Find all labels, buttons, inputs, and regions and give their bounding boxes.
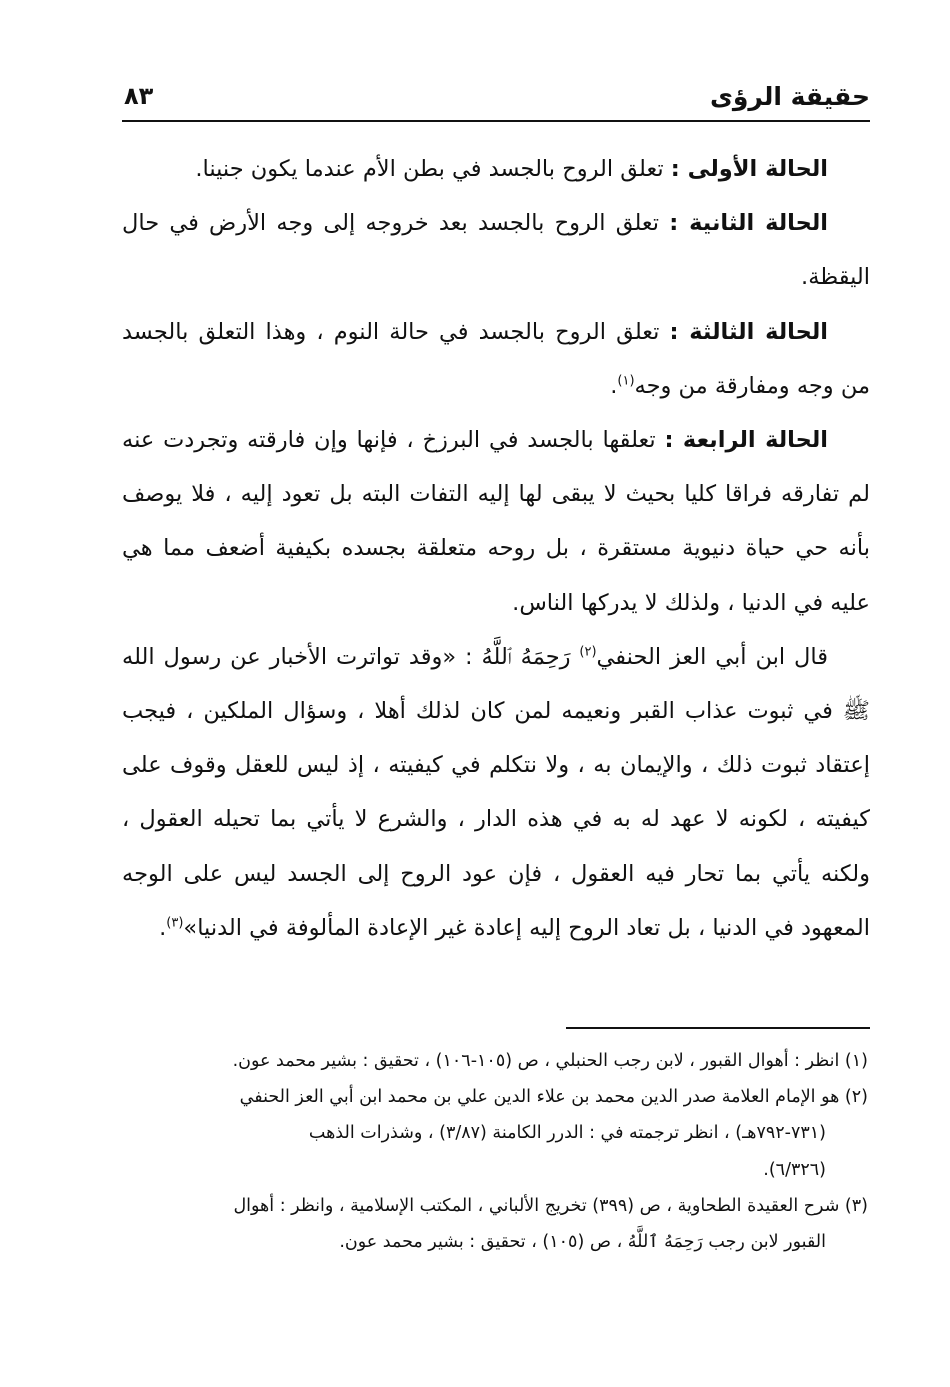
footnote-marker: (١) [617,373,635,389]
paragraph-end: . [159,914,167,941]
paragraph-state-4 [122,413,870,630]
paragraph-state-1 [122,142,870,196]
paragraph-state-2 [122,196,870,304]
paragraph-end: . [610,372,618,399]
footnote-marker: (٢) [579,644,597,660]
footnote-1: (١) انظر : أهوال القبور ، لابن رجب الحنبلي ، ص (١٠٥-١٠٦) ، تحقيق : بشير محمد عون. [232,1051,868,1071]
main-text [122,142,870,955]
paragraph-text: تعلق الروح بالجسد بعد خروجه إلى وجه الأرض في حال اليقظة. [122,210,870,291]
running-title: حقيقة الرؤى [709,82,870,111]
state-label: الحالة الرابعة : [664,427,829,454]
paragraph-text: تعلق الروح بالجسد في حالة النوم ، وهذا التعلق بالجسد من وجه ومفارقة من وجه [122,318,870,399]
state-label: الحالة الأولى : [670,156,828,182]
footnote-2-line-2: (٧٣١-٧٩٢هـ) ، انظر ترجمته في : الدرر الكامنة (٣/٨٧) ، وشذرات الذهب [308,1123,826,1144]
quote-author: قال ابن أبي العز الحنفي [596,643,828,670]
state-label: الحالة الثانية : [669,210,828,237]
footnote-marker: (٣) [166,915,184,931]
state-label: الحالة الثالثة : [669,318,828,345]
footnote-3-line-2: القبور لابن رجب رَحِمَهُ ٱللَّهُ ، ص (١٠٥) ، تحقيق : بشير محمد عون. [339,1232,826,1253]
paragraph-state-3 [122,305,870,413]
page-number: ٨٣ [124,82,154,110]
footnote-2-line-3: (٦/٣٢٦). [763,1159,826,1180]
paragraph-text: تعلق الروح بالجسد في بطن الأم عندما يكون جنينا. [195,156,671,182]
page-header [122,76,870,122]
footnote-3-line-1: (٣) شرح العقيدة الطحاوية ، ص (٣٩٩) تخريج الألباني ، المكتب الإسلامية ، وانظر : أهوال [233,1195,868,1216]
paragraph-text: تعلقها بالجسد في البرزخ ، فإنها وإن فارقته وتجردت عنه لم تفارقه فراقا كليا بحيث لا يبقى لها إليه التفات البته بل تعود إليه ، فلا يوصف بأنه حي حياة دنيوية مستقرة ، بل روحه متعلقة بجسده بكيفية أضعف مما هي عليه في الدنيا ، ولذلك لا يدركها الناس. [122,427,870,616]
footnote-2-line-1: (٢) هو الإمام العلامة صدر الدين محمد بن علاء الدين علي بن محمد ابن أبي العز الحنفي [239,1087,868,1108]
paragraph-quote [122,630,870,955]
footnote-divider [566,1027,870,1029]
footnotes [122,1043,870,1260]
quote-text: رَحِمَهُ ٱللَّهُ : «وقد تواترت الأخبار عن رسول الله ﷺ في ثبوت عذاب القبر ونعيمه لمن كان لذلك أهلا ، وسؤال الملكين ، فيجب إعتقاد ثبوت ذلك ، والإيمان به ، ولا نتكلم في كيفيته ، إذ ليس للعقل وقوف على كيفيته ، لكونه لا عهد له به في هذه الدار ، والشرع لا يأتي بما تحيله العقول ، ولكنه يأتي بما تحار فيه العقول ، فإن عود الروح إلى الجسد ليس على الوجه المعهود في الدنيا ، بل تعاد الروح إليه إعادة غير الإعادة المألوفة في الدنيا» [122,643,870,941]
